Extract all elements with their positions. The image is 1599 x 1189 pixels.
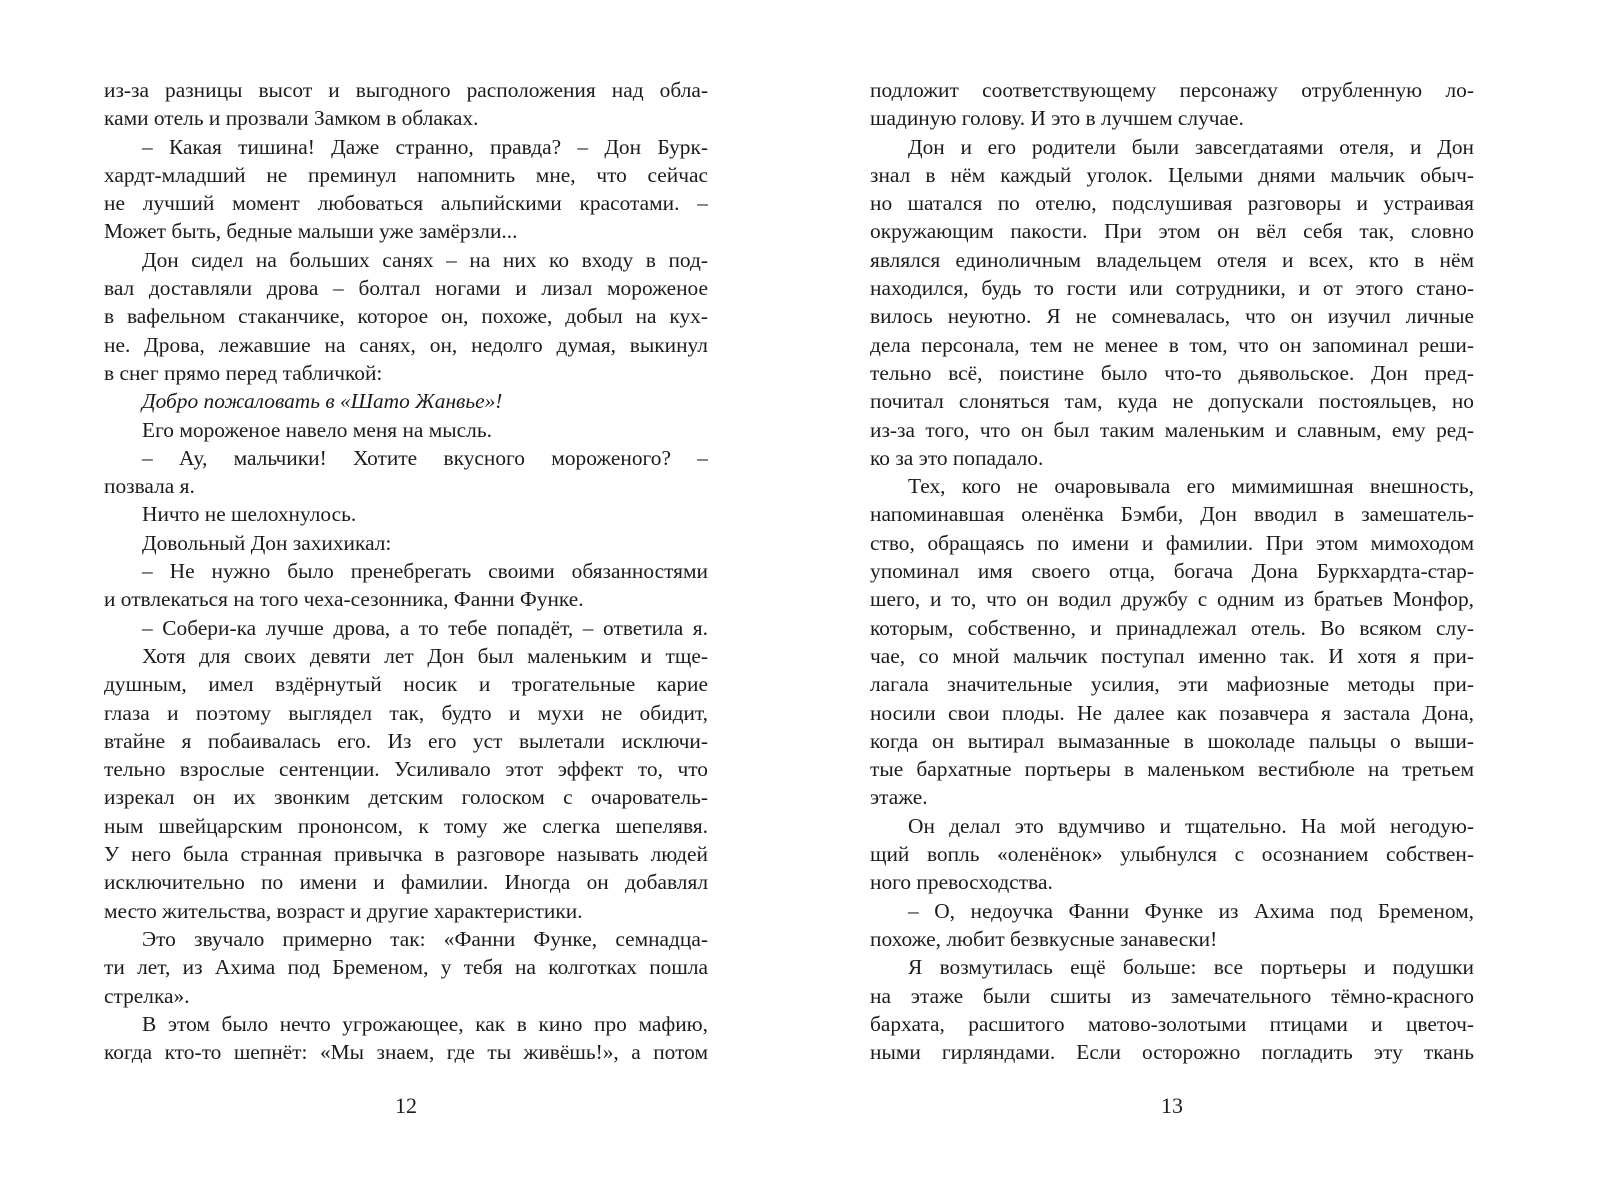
text-line: глаза и поэтому выглядел так, будто и мухи не обидит, (104, 700, 708, 725)
text-line: в снег прямо перед табличкой: (104, 360, 383, 385)
text-line: ками отель и прозвали Замком в облаках. (104, 106, 479, 131)
text-line: лагала значительные усилия, эти мафиозные методы при- (870, 672, 1474, 697)
text-line: которым, собственно, и принадлежал отель. Во всяком слу- (870, 615, 1474, 640)
text-line: – Ау, мальчики! Хотите вкусного мороженого? – (142, 445, 708, 470)
text-line: похоже, любит безвкусные занавески! (870, 926, 1218, 951)
text-line: Он делал это вдумчиво и тщательно. На мой негодую- (908, 813, 1474, 838)
text-line: – Собери-ка лучше дрова, а то тебе попадёт, – ответила я. (142, 615, 708, 640)
text-line: исключительно по имени и фамилии. Иногда он добавлял (104, 870, 708, 895)
text-line: В этом было нечто угрожающее, как в кино про мафию, (142, 1011, 708, 1036)
text-line: ными гирляндами. Если осторожно погладить эту ткань (870, 1040, 1474, 1065)
text-line: являлся единоличным владельцем отеля и всех, кто в нём (870, 247, 1474, 272)
text-line: шадиную голову. И это в лучшем случае. (870, 106, 1244, 131)
text-line: дела персонала, тем не менее в том, что он запоминал реши- (870, 332, 1474, 357)
text-line: стрелка». (104, 983, 190, 1008)
text-line: Довольный Дон захихикал: (142, 530, 392, 555)
text-line: упоминал имя своего отца, богача Дона Буркхардта-стар- (870, 559, 1474, 584)
text-line: – О, недоучка Фанни Функе из Ахима под Бременом, (908, 898, 1474, 923)
text-line: и отвлекаться на того чеха-сезонника, Фанни Функе. (104, 587, 584, 612)
text-line: из-за разницы высот и выгодного расположения над обла- (104, 78, 708, 102)
text-line: не лучший момент любоваться альпийскими красотами. – (104, 191, 708, 216)
text-line: в вафельном стаканчике, которое он, похоже, добыл на кух- (104, 304, 708, 329)
text-line: напоминавшая оленёнка Бэмби, Дон вводил в замешатель- (870, 502, 1474, 527)
text-line: ко за это попадало. (870, 445, 1044, 470)
text-line: Добро пожаловать в «Шато Жанвье»! (142, 389, 503, 414)
text-line: почитал слоняться там, куда не допускали постояльцев, но (870, 389, 1474, 414)
text-line: ти лет, из Ахима под Бременом, у тебя на колготках пошла (104, 955, 708, 980)
text-line: Ничто не шелохнулось. (142, 502, 357, 527)
text-line: изрекал он их звонким детским голоском с очарователь- (104, 785, 708, 810)
text-line: из-за того, что он был таким маленьким и славным, ему ред- (870, 417, 1474, 442)
text-line: но шатался по отелю, подслушивая разговоры и устраивая (870, 191, 1474, 216)
text-line: ным швейцарским прононсом, к тому же слегка шепелявя. (104, 813, 708, 838)
text-line: У него была странная привычка в разговоре называть людей (104, 842, 708, 867)
left-page-number: 12 (395, 1093, 417, 1118)
text-line: тельно всё, поистине было что-то дьявольское. Дон пред- (870, 360, 1474, 385)
text-line: на этаже были сшиты из замечательного тёмно-красного (870, 983, 1474, 1008)
left-page-text (104, 76, 708, 1066)
text-line: Его мороженое навело меня на мысль. (142, 417, 492, 442)
text-line: душным, имел вздёрнутый носик и трогательные карие (104, 672, 708, 697)
text-line: позвала я. (104, 474, 195, 499)
text-line: знал в нём каждый уголок. Целыми днями мальчик обыч- (870, 162, 1474, 187)
text-line: Может быть, бедные малыши уже замёрзли... (104, 219, 518, 244)
text-line: носили свои плоды. Не далее как позавчера я застала Дона, (870, 700, 1474, 725)
left-page (104, 76, 708, 1116)
right-page (870, 76, 1474, 1116)
text-line: тые бархатные портьеры в маленьком вестибюле на третьем (870, 757, 1474, 782)
text-line: когда он вытирал вымазанные в шоколаде пальцы о выши- (870, 728, 1474, 753)
text-line: Дон и его родители были завсегдатаями отеля, и Дон (908, 134, 1474, 159)
text-line: бархата, расшитого матово-золотыми птицами и цветоч- (870, 1011, 1474, 1036)
text-line: втайне я побаивалась его. Из его уст вылетали исключи- (104, 728, 708, 753)
text-line: – Какая тишина! Даже странно, правда? – Дон Бурк- (142, 134, 708, 159)
text-line: находился, будь то гости или сотрудники, и от этого стано- (870, 276, 1474, 301)
text-line: не. Дрова, лежавшие на санях, он, недолго думая, выкинул (104, 332, 708, 357)
text-line: этаже. (870, 785, 928, 810)
text-line: вилось неуютно. Я не сомневалась, что он изучил личные (870, 304, 1474, 329)
text-line: место жительства, возраст и другие характеристики. (104, 898, 583, 923)
text-line: Я возмутилась ещё больше: все портьеры и подушки (908, 955, 1474, 980)
text-line: ство, обращаясь по имени и фамилии. При этом мимоходом (870, 530, 1474, 555)
text-line: тельно взрослые сентенции. Усиливало этот эффект то, что (104, 757, 708, 782)
text-line: хардт-младший не преминул напомнить мне, что сейчас (104, 162, 708, 187)
text-line: подложит соответствующему персонажу отрубленную ло- (870, 78, 1474, 102)
text-line: Дон сидел на больших санях – на них ко входу в под- (142, 247, 708, 272)
text-line: окружающим пакости. При этом он вёл себя так, словно (870, 219, 1474, 244)
right-page-text (870, 76, 1474, 1066)
text-line: когда кто-то шепнёт: «Мы знаем, где ты живёшь!», а потом (104, 1040, 708, 1065)
text-line: Это звучало примерно так: «Фанни Функе, семнадца- (142, 926, 708, 951)
text-line: Хотя для своих девяти лет Дон был маленьким и тще- (142, 643, 708, 668)
text-line: шего, и то, что он водил дружбу с одним из братьев Монфор, (870, 587, 1474, 612)
text-line: ного превосходства. (870, 870, 1053, 895)
text-line: Тех, кого не очаровывала его мимимишная внешность, (908, 474, 1474, 499)
right-page-number: 13 (1161, 1093, 1183, 1118)
text-line: – Не нужно было пренебрегать своими обязанностями (142, 559, 708, 584)
text-line: щий вопль «оленёнок» улыбнулся с осознанием собствен- (870, 842, 1474, 867)
text-line: чае, со мной мальчик поступал именно так. И хотя я при- (870, 643, 1474, 668)
text-line: вал доставляли дрова – болтал ногами и лизал мороженое (104, 276, 708, 301)
